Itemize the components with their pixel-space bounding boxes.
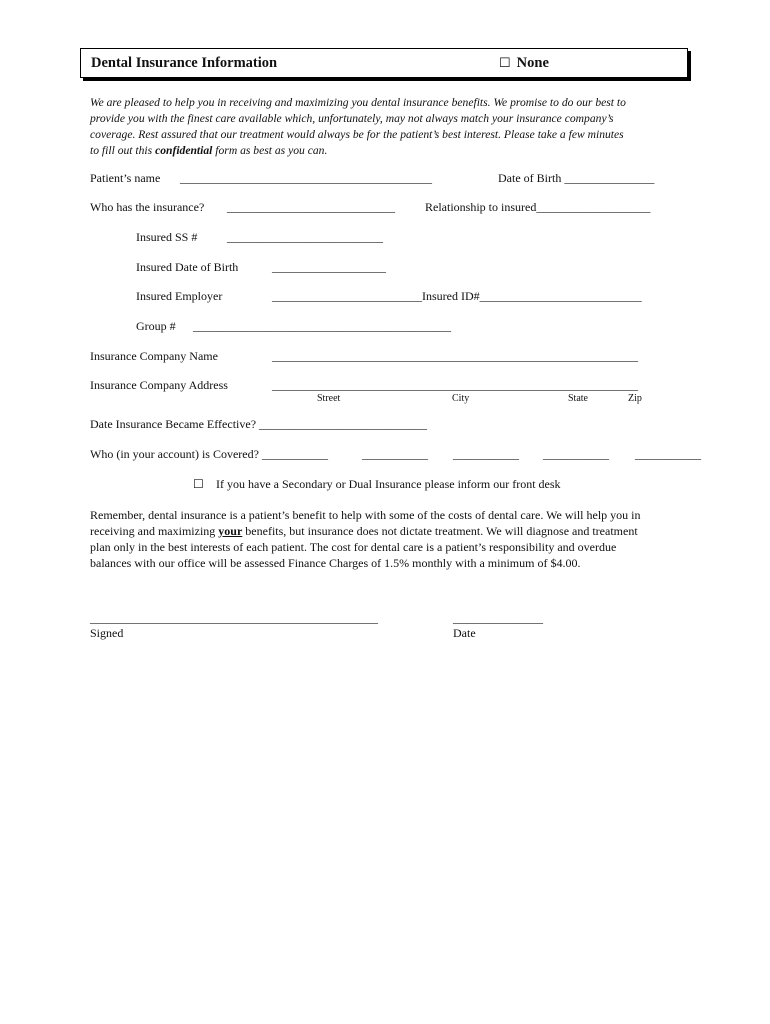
company-address-label: Insurance Company Address — [90, 378, 228, 392]
covered-blank[interactable]: ___________ — [362, 447, 428, 461]
insured-dob-label: Insured Date of Birth — [136, 260, 239, 274]
company-name-label: Insurance Company Name — [90, 349, 218, 363]
remember-your: your — [218, 524, 243, 538]
signature-field[interactable]: ________________________________________________ — [90, 611, 378, 625]
intro-text: form as best as you can. — [212, 144, 328, 157]
none-checkbox-icon[interactable]: ☐ — [499, 55, 511, 70]
insured-dob-field[interactable]: ___________________ — [272, 260, 386, 274]
remember-paragraph — [90, 507, 690, 571]
remember-text: receiving and maximizing — [90, 524, 219, 538]
none-label: None — [516, 55, 549, 71]
patient-name-field[interactable]: __________________________________________ — [180, 171, 432, 185]
signature-date-field[interactable]: _______________ — [453, 611, 543, 625]
group-field[interactable]: ___________________________________________ — [193, 319, 451, 333]
intro-line — [90, 143, 690, 159]
none-option[interactable] — [499, 55, 549, 72]
covered-blank[interactable]: ___________ — [543, 447, 609, 461]
remember-line: plan only in the best interests of each patient. The cost for dental care is a patient’s responsibility and overdue — [90, 540, 617, 554]
date-label: Date — [453, 626, 476, 640]
intro-text: to fill out this — [90, 144, 156, 157]
intro-line: provide you with the finest care available which, unfortunately, may not always match your insurance company’s — [90, 112, 614, 125]
intro-line: We are pleased to help you in receiving and maximizing you dental insurance benefits. We promise to do our best to — [90, 96, 626, 109]
address-zip-caption: Zip — [628, 393, 642, 404]
company-name-field[interactable]: _____________________________________________________________ — [272, 349, 638, 363]
intro-paragraph — [90, 95, 690, 159]
form-header — [80, 48, 688, 78]
insured-employer-field[interactable]: _________________________Insured ID#___________________________ — [272, 289, 642, 303]
remember-line: Remember, dental insurance is a patient’s benefit to help with some of the costs of dental care. We will help you in — [90, 508, 641, 522]
covered-blank[interactable]: ___________ — [635, 447, 701, 461]
patient-name-label: Patient’s name — [90, 171, 161, 185]
signed-label: Signed — [90, 626, 124, 640]
date-of-birth-field[interactable]: Date of Birth _______________ — [498, 171, 655, 185]
remember-line — [90, 523, 690, 539]
address-city-caption: City — [452, 393, 470, 404]
who-has-insurance-label: Who has the insurance? — [90, 200, 205, 214]
form-title: Dental Insurance Information — [91, 55, 278, 71]
address-street-caption: Street — [317, 393, 341, 404]
covered-field[interactable]: Who (in your account) is Covered? ___________ — [90, 447, 328, 461]
who-has-insurance-field[interactable]: ____________________________ — [227, 200, 395, 214]
insured-ss-field[interactable]: __________________________ — [227, 230, 383, 244]
relationship-field[interactable]: Relationship to insured___________________ — [425, 200, 651, 214]
secondary-insurance-label: If you have a Secondary or Dual Insurance please inform our front desk — [216, 477, 561, 491]
intro-confidential: confidential — [155, 144, 213, 157]
remember-text: benefits, but insurance does not dictate treatment. We will diagnose and treatment — [242, 524, 638, 538]
effective-date-field[interactable]: Date Insurance Became Effective? ____________________________ — [90, 417, 428, 431]
group-label: Group # — [136, 319, 176, 333]
covered-blank[interactable]: ___________ — [453, 447, 519, 461]
secondary-checkbox-icon[interactable]: ☐ — [193, 477, 204, 491]
remember-line: balances with our office will be assessed Finance Charges of 1.5% monthly with a minimum of $4.00. — [90, 556, 581, 570]
insured-ss-label: Insured SS # — [136, 230, 198, 244]
company-address-field[interactable]: _____________________________________________________________ — [272, 378, 638, 392]
insured-employer-label: Insured Employer — [136, 289, 223, 303]
intro-line: coverage. Rest assured that our treatment would always be for the patient’s best interest. Please take a few minutes — [90, 128, 624, 141]
address-state-caption: State — [568, 393, 588, 404]
